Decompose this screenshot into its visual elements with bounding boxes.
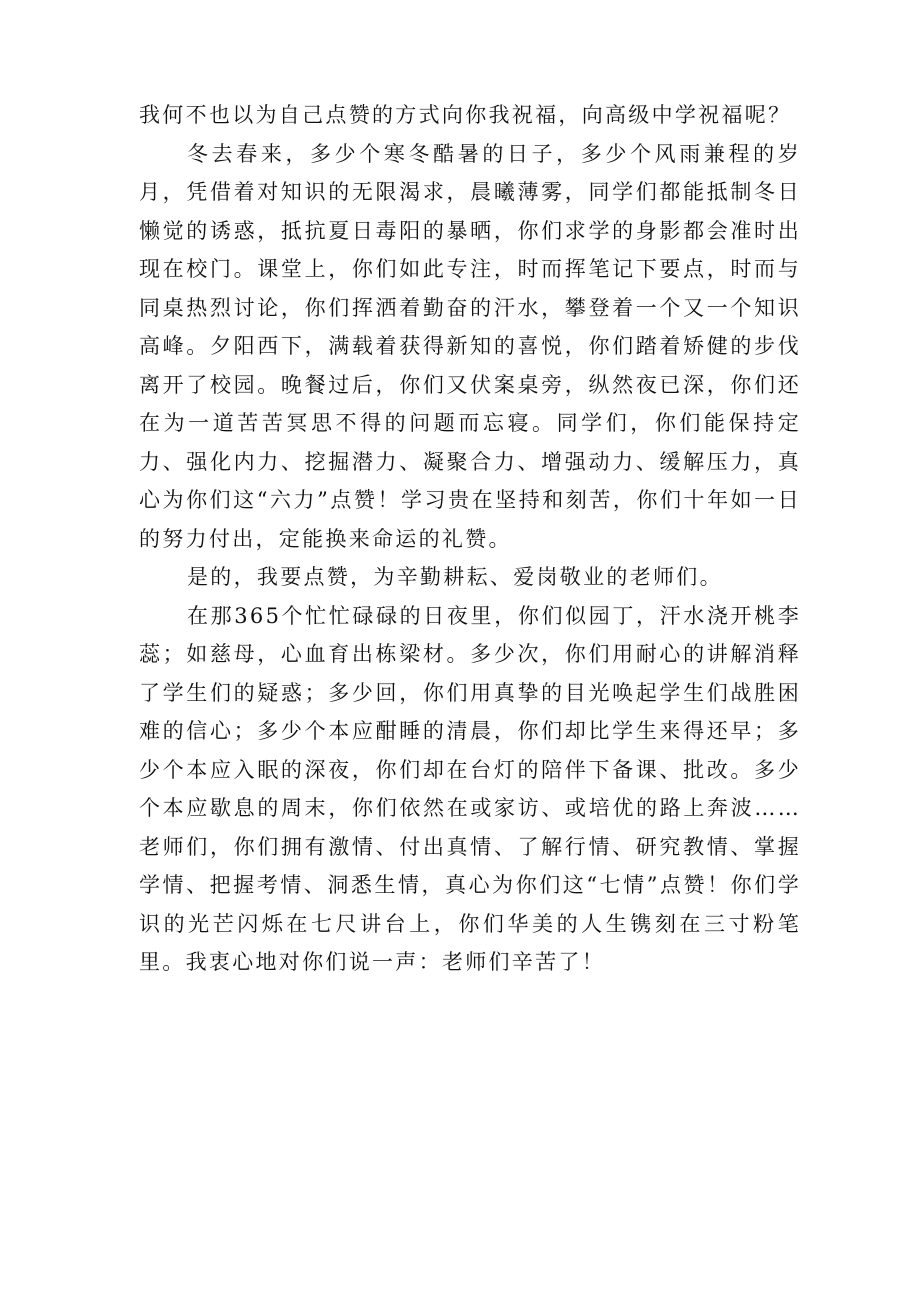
document-body — [139, 96, 801, 982]
paragraph-teachers: 在那365个忙忙碌碌的日夜里，你们似园丁，汗水浇开桃李蕊；如慈母，心血育出栋梁材。多少次，你们用耐心的讲解消释了学生们的疑惑；多少回，你们用真挚的目光唤起学生们战胜困难的信心；多少个本应酣睡的清晨，你们却比学生来得还早；多少个本应入眠的深夜，你们却在台灯的陪伴下备课、批改。多少个本应歇息的周末，你们依然在或家访、或培优的路上奔波……老师们，你们拥有激情、付出真情、了解行情、研究教情、掌握学情、把握考情、洞悉生情，真心为你们这“七情”点赞！你们学识的光芒闪烁在七尺讲台上，你们华美的人生镌刻在三寸粉笔里。我衷心地对你们说一声：老师们辛苦了！ — [139, 603, 801, 974]
paragraph-continuation: 我何不也以为自己点赞的方式向你我祝福，向高级中学祝福呢？ — [139, 103, 792, 127]
paragraph-teachers-intro: 是的，我要点赞，为辛勤耕耘、爱岗敬业的老师们。 — [187, 565, 723, 589]
paragraph-students: 冬去春来，多少个寒冬酷暑的日子，多少个风雨兼程的岁月，凭借着对知识的无限渴求，晨曦薄雾，同学们都能抵制冬日懒觉的诱惑，抵抗夏日毒阳的暴晒，你们求学的身影都会准时出现在校门。课堂上，你们如此专注，时而挥笔记下要点，时而与同桌热烈讨论，你们挥洒着勤奋的汗水，攀登着一个又一个知识高峰。夕阳西下，满载着获得新知的喜悦，你们踏着矫健的步伐离开了校园。晚餐过后，你们又伏案桌旁，纵然夜已深，你们还在为一道苦苦冥思不得的问题而忘寝。同学们，你们能保持定力、强化内力、挖掘潜力、凝聚合力、增强动力、缓解压力，真心为你们这“六力”点赞！学习贵在坚持和刻苦，你们十年如一日的努力付出，定能换来命运的礼赞。 — [139, 141, 801, 551]
